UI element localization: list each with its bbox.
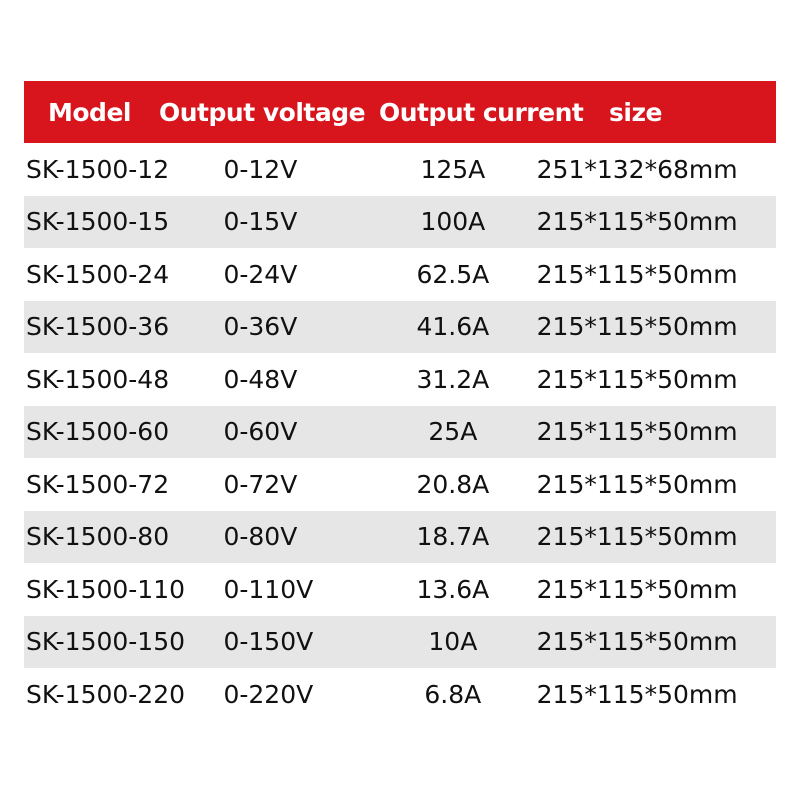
table-row	[24, 248, 776, 301]
cell-model: SK-1500-80	[26, 522, 170, 552]
cell-model: SK-1500-72	[26, 469, 170, 499]
header-model: Model	[48, 97, 131, 127]
cell-model: SK-1500-48	[26, 364, 170, 394]
table-row	[24, 353, 776, 406]
cell-model: SK-1500-110	[26, 574, 186, 604]
cell-model: SK-1500-15	[26, 207, 170, 237]
cell-size: 215*115*50mm	[536, 259, 738, 289]
table-row	[24, 616, 776, 669]
cell-size: 215*115*50mm	[536, 207, 738, 237]
table-row	[24, 668, 776, 721]
cell-voltage: 0-24V	[223, 259, 298, 289]
cell-current: 25A	[428, 417, 478, 447]
table-row	[24, 511, 776, 564]
cell-size: 215*115*50mm	[536, 312, 738, 342]
cell-size: 215*115*50mm	[536, 679, 738, 709]
cell-model: SK-1500-24	[26, 259, 170, 289]
cell-size: 215*115*50mm	[536, 469, 738, 499]
cell-current: 10A	[428, 627, 478, 657]
cell-voltage: 0-110V	[223, 574, 314, 604]
cell-size: 215*115*50mm	[536, 574, 738, 604]
cell-current: 100A	[420, 207, 486, 237]
cell-size: 215*115*50mm	[536, 522, 738, 552]
cell-size: 215*115*50mm	[536, 417, 738, 447]
cell-voltage: 0-60V	[223, 417, 298, 447]
cell-model: SK-1500-60	[26, 417, 170, 447]
cell-model: SK-1500-150	[26, 627, 186, 657]
cell-current: 13.6A	[416, 574, 490, 604]
cell-voltage: 0-12V	[223, 154, 298, 184]
table-row	[24, 143, 776, 196]
cell-model: SK-1500-12	[26, 154, 170, 184]
cell-voltage: 0-150V	[223, 627, 314, 657]
cell-current: 41.6A	[416, 312, 490, 342]
cell-voltage: 0-15V	[223, 207, 298, 237]
cell-size: 251*132*68mm	[536, 154, 738, 184]
header-size: size	[609, 97, 662, 127]
header-output-current: Output current	[379, 97, 584, 127]
spec-table	[24, 81, 776, 721]
table-row	[24, 406, 776, 459]
table-row	[24, 458, 776, 511]
cell-current: 31.2A	[416, 364, 490, 394]
cell-voltage: 0-220V	[223, 679, 314, 709]
cell-voltage: 0-36V	[223, 312, 298, 342]
table-row	[24, 196, 776, 249]
cell-current: 20.8A	[416, 469, 490, 499]
cell-voltage: 0-72V	[223, 469, 298, 499]
header-output-voltage: Output voltage	[159, 97, 366, 127]
cell-size: 215*115*50mm	[536, 627, 738, 657]
table-header-row	[24, 81, 776, 143]
cell-current: 18.7A	[416, 522, 490, 552]
table-row	[24, 301, 776, 354]
cell-model: SK-1500-220	[26, 679, 186, 709]
cell-current: 62.5A	[416, 259, 490, 289]
table-row	[24, 563, 776, 616]
cell-current: 125A	[420, 154, 486, 184]
cell-model: SK-1500-36	[26, 312, 170, 342]
cell-voltage: 0-80V	[223, 522, 298, 552]
cell-current: 6.8A	[424, 679, 482, 709]
cell-size: 215*115*50mm	[536, 364, 738, 394]
cell-voltage: 0-48V	[223, 364, 298, 394]
